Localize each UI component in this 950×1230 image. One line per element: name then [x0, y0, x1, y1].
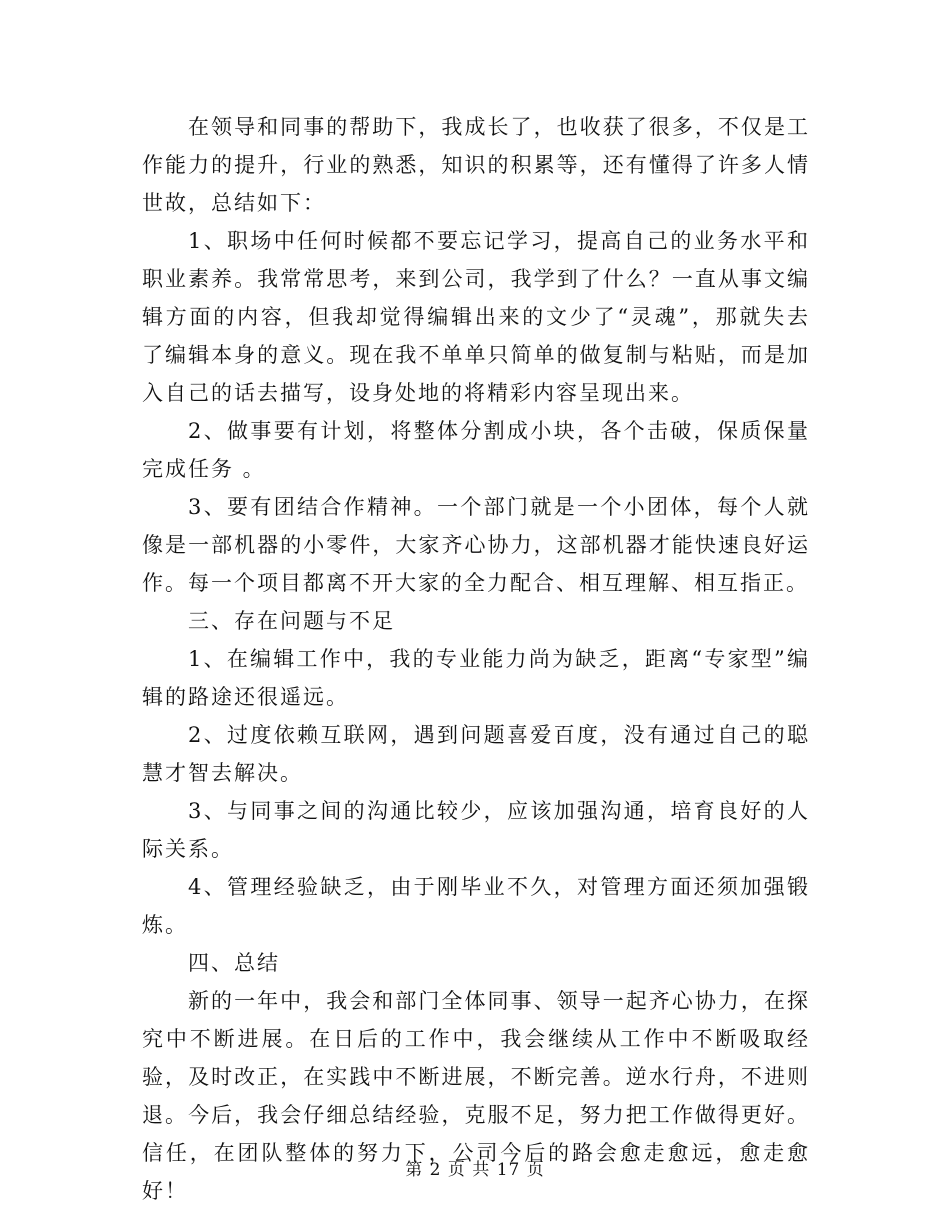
page-number-footer: 第 2 页 共 17 页 — [405, 1160, 545, 1180]
paragraph-problem-1: 1、在编辑工作中，我的专业能力尚为缺乏，距离“专家型”编辑的路途还很遥远。 — [142, 647, 810, 709]
paragraph-point-3-teamwork: 3、要有团结合作精神。一个部门就是一个小团体，每个人就像是一部机器的小零件，大家齐心协力，这部机器才能快速良好运作。每一个项目都离不开大家的全力配合、相互理解、相互指正。 — [142, 495, 810, 595]
paragraph-problem-2: 2、过度依赖互联网，遇到问题喜爱百度，没有通过自己的聪慧才智去解决。 — [142, 723, 810, 785]
document-body — [142, 108, 810, 1210]
paragraph-intro: 在领导和同事的帮助下，我成长了，也收获了很多，不仅是工作能力的提升，行业的熟悉，知识的积累等，还有懂得了许多人情世故，总结如下： — [142, 115, 810, 215]
section-heading-problems: 三、存在问题与不足 — [188, 609, 395, 633]
paragraph-point-2-planning: 2、做事要有计划，将整体分割成小块，各个击破，保质保量完成任务 。 — [142, 419, 810, 481]
paragraph-summary: 新的一年中，我会和部门全体同事、领导一起齐心协力，在探究中不断进展。在日后的工作中，我会继续从工作中不断吸取经验，及时改正，在实践中不断进展，不断完善。逆水行舟，不进则退。今后，我会仔细总结经验，克服不足，努力把工作做得更好。信任，在团队整体的努力下，公司今后的路会愈走愈远，愈走愈好！ — [142, 989, 810, 1203]
paragraph-point-1-learning: 1、职场中任何时候都不要忘记学习，提高自己的业务水平和职业素养。我常常思考，来到公司，我学到了什么？一直从事文编辑方面的内容，但我却觉得编辑出来的文少了“灵魂”，那就失去了编辑本身的意义。现在我不单单只简单的做复制与粘贴，而是加入自己的话去描写，设身处地的将精彩内容呈现出来。 — [142, 229, 810, 405]
paragraph-problem-4: 4、管理经验缺乏，由于刚毕业不久，对管理方面还须加强锻炼。 — [142, 875, 810, 937]
paragraph-problem-3: 3、与同事之间的沟通比较少，应该加强沟通，培育良好的人际关系。 — [142, 799, 810, 861]
section-heading-summary: 四、总结 — [188, 951, 280, 975]
